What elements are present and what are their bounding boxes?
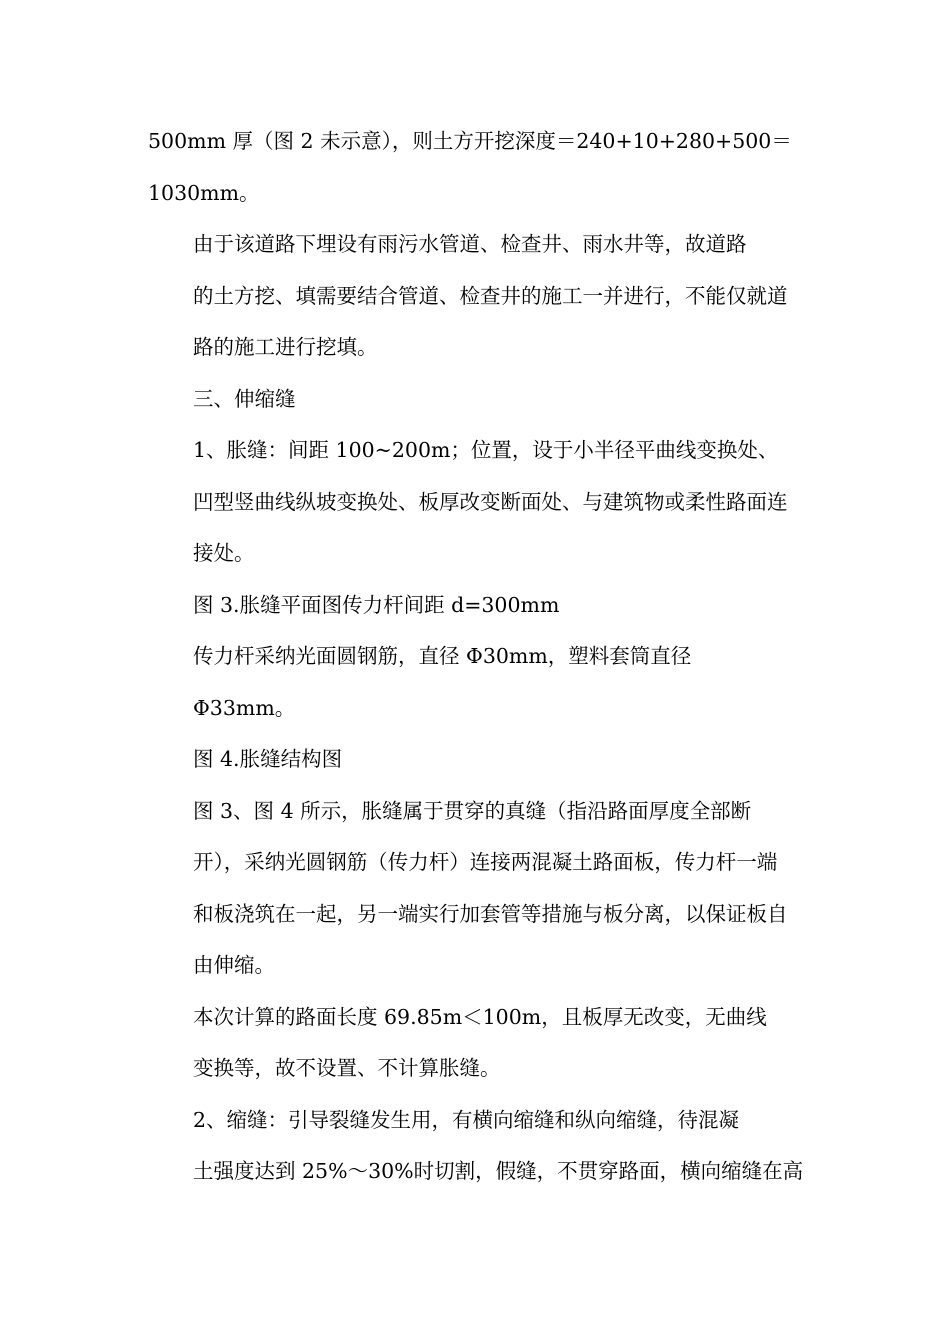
text-line: 三、伸缩缝 [193,386,296,411]
text-line: 开），采纳光圆钢筋（传力杆）连接两混凝土路面板，传力杆一端 [193,850,778,874]
paragraph [148,734,800,786]
document-body [148,116,804,1198]
paragraph [148,992,800,1095]
paragraph [148,1095,804,1198]
text-line: 土强度达到 25%～30%时切割，假缝，不贯穿路面，横向缩缝在高 [193,1159,804,1183]
paragraph [148,425,800,580]
paragraph [148,219,800,374]
text-line: 和板浇筑在一起，另一端实行加套管等措施与板分离，以保证板自 [193,901,788,926]
text-line: 的土方挖、填需要结合管道、检查井的施工一并进行，不能仅就道 [193,283,788,308]
text-line: 图 4.胀缝结构图 [193,747,343,771]
text-line: 本次计算的路面长度 69.85m＜100m，且板厚无改变，无曲线 [193,1004,767,1029]
text-line: 凹型竖曲线纵坡变换处、板厚改变断面处、与建筑物或柔性路面连 [193,489,788,514]
text-line: 图 3.胀缝平面图传力杆间距 d=300mm [193,592,560,617]
text-line: Φ33mm。 [193,695,296,720]
paragraph [148,786,800,992]
text-line: 1030mm。 [148,180,260,205]
text-line: 传力杆采纳光面圆钢筋，直径 Φ30mm，塑料套筒直径 [193,644,692,668]
text-line: 变换等，故不设置、不计算胀缝。 [193,1056,501,1080]
text-line: 图 3、图 4 所示，胀缝属于贯穿的真缝（指沿路面厚度全部断 [193,798,752,823]
paragraph [148,580,800,632]
text-line: 1、胀缝：间距 100~200m；位置，设于小半径平曲线变换处、 [193,438,779,462]
text-line: 2、缩缝：引导裂缝发生用，有横向缩缝和纵向缩缝，待混凝 [193,1107,740,1132]
text-line: 路的施工进行挖填。 [193,335,378,359]
paragraph [148,631,800,734]
text-line: 接处。 [193,541,255,565]
paragraph [148,374,800,426]
text-line: 由于该道路下埋设有雨污水管道、检查井、雨水井等，故道路 [193,232,747,256]
text-line: 500mm 厚（图 2 未示意），则土方开挖深度＝240+10+280+500＝ [148,129,792,153]
paragraph [148,116,800,219]
text-line: 由伸缩。 [193,953,275,977]
